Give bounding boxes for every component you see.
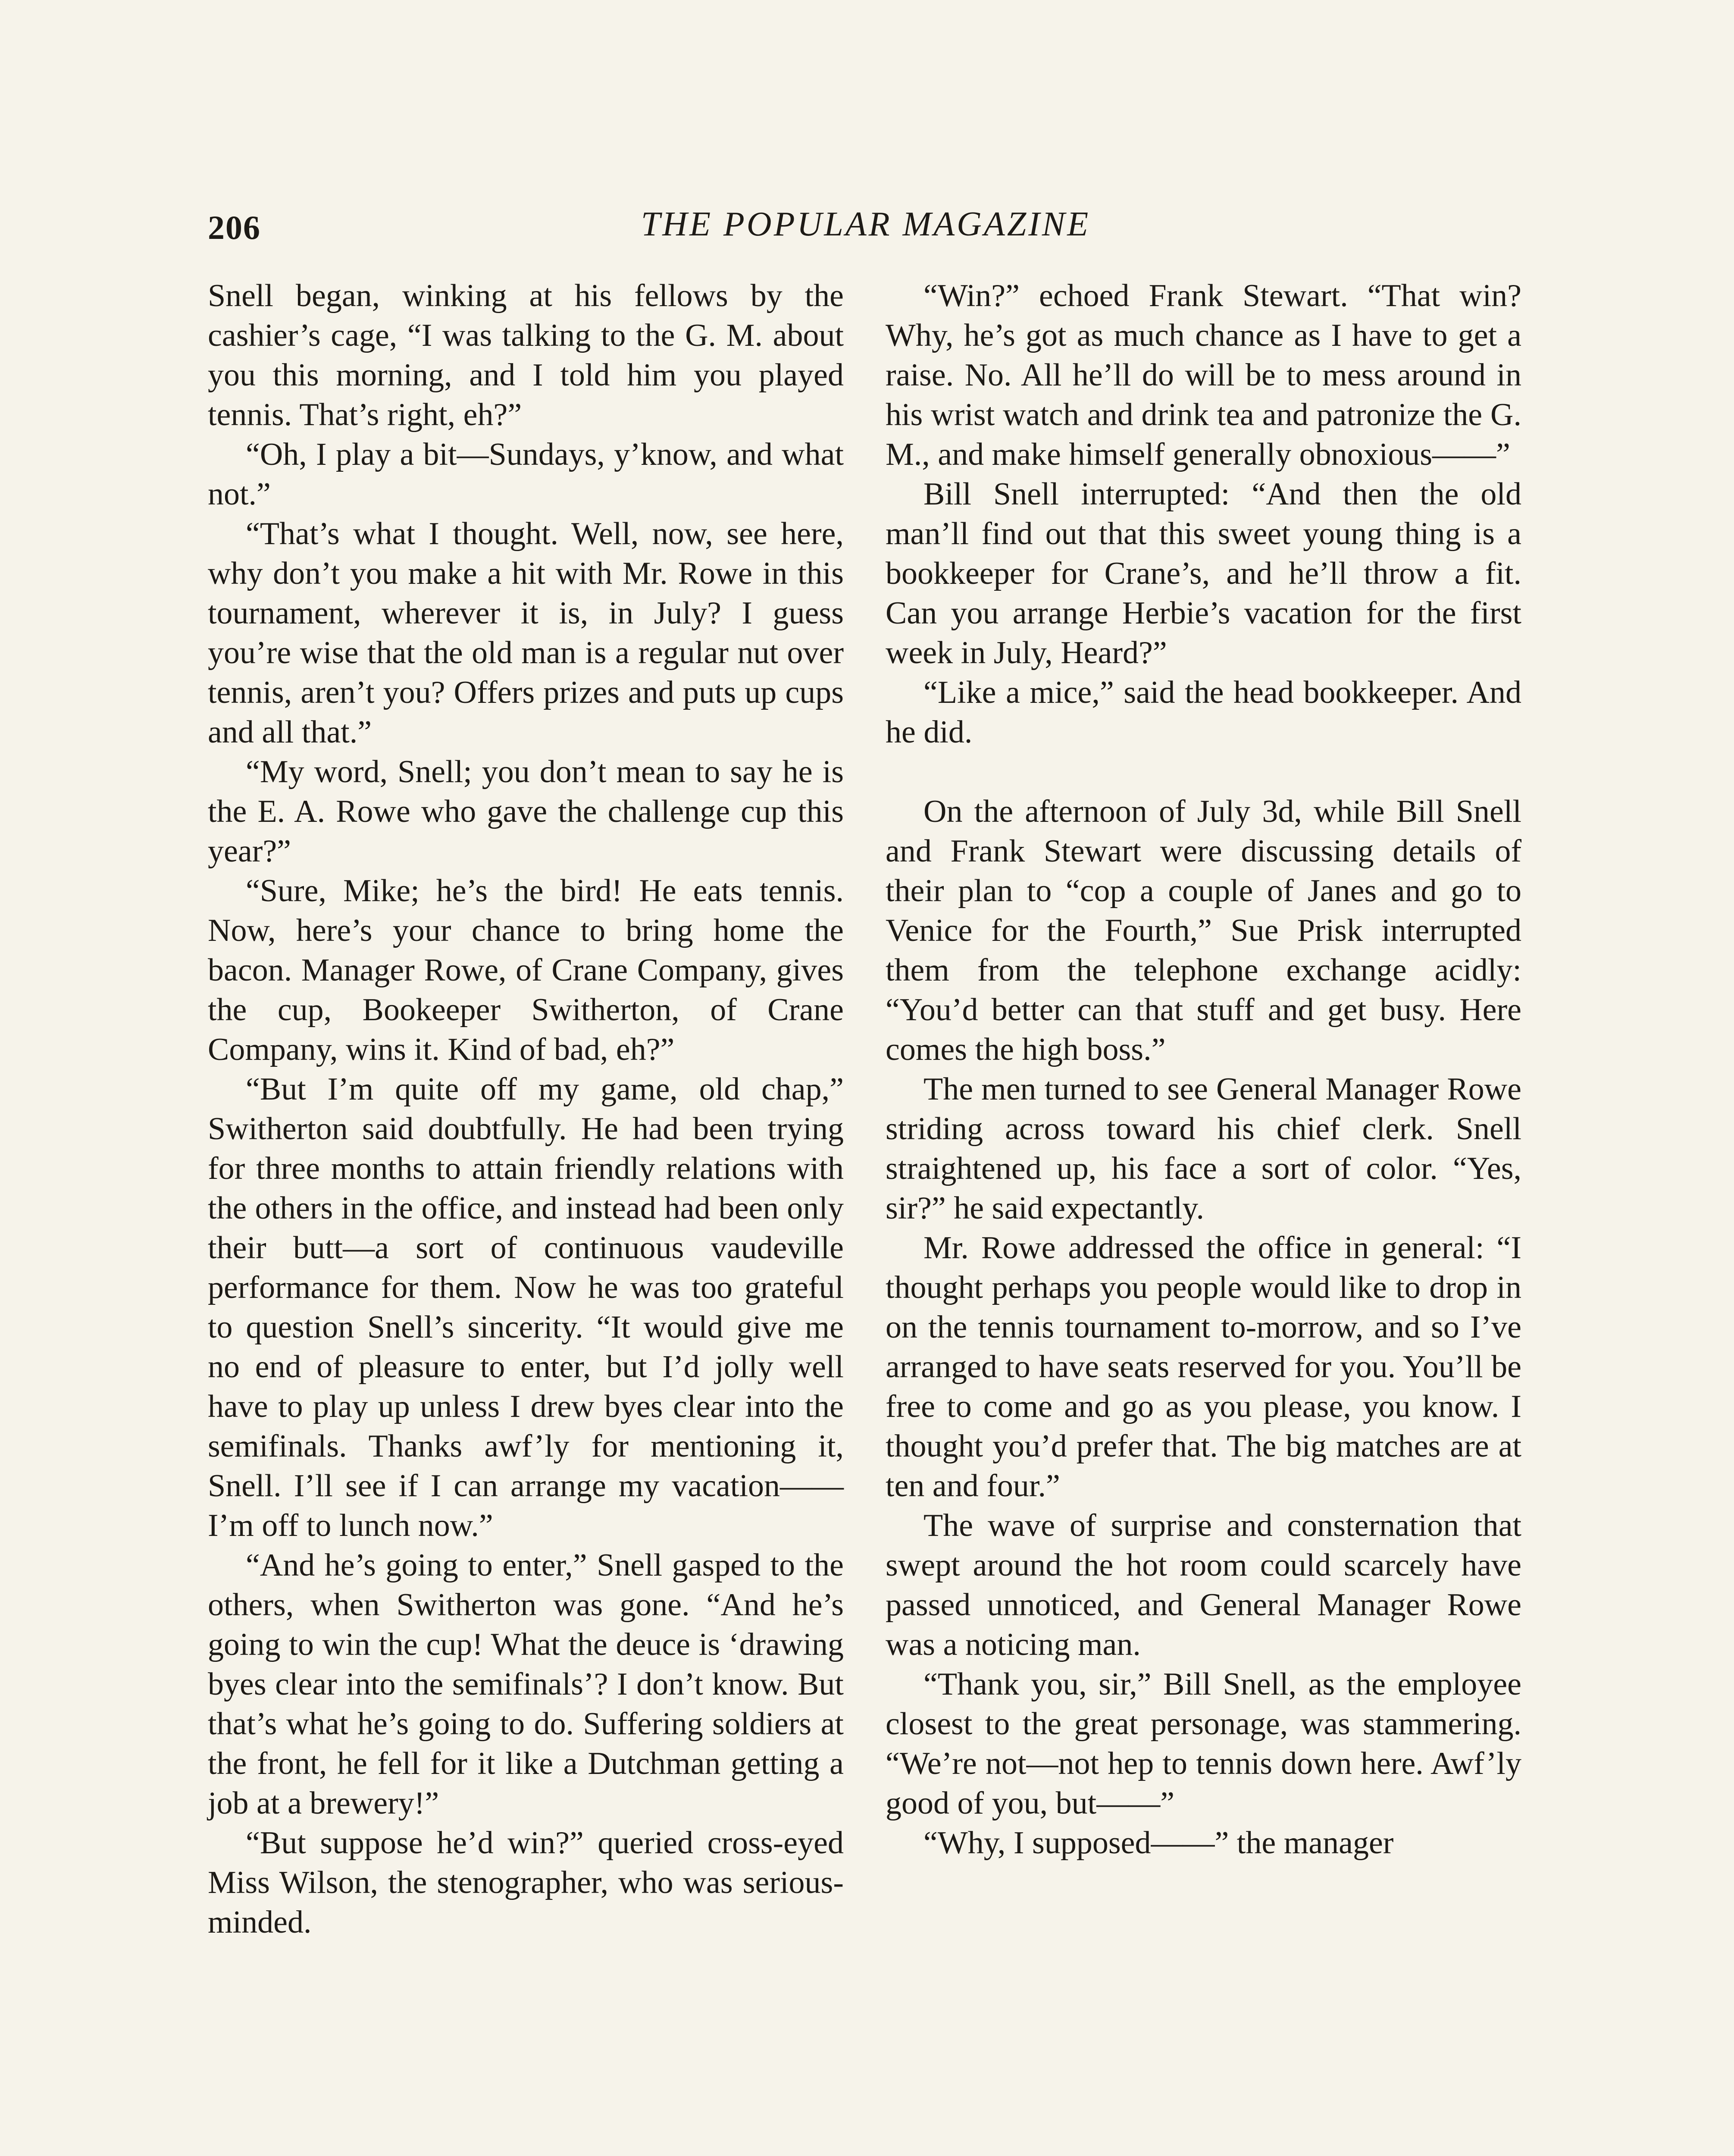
running-title: THE POPULAR MAGAZINE [641, 205, 1091, 243]
paragraph: “But suppose he’d win?” queried cross-eyed Miss Wilson, the stenographer, who was serious-minded. [208, 1825, 844, 1940]
paragraph: The wave of surprise and consternation that swept around the hot room could scarcely have passed unnoticed, and General Manager Rowe was a noticing man. [886, 1508, 1521, 1662]
paragraph: “Sure, Mike; he’s the bird! He eats tennis. Now, here’s your chance to bring home the bacon. Manager Rowe, of Crane Company, gives the cup, Bookeeper Switherton, of Crane Company, wins it. Kind of bad, eh?” [208, 873, 844, 1067]
paragraph: “And he’s going to enter,” Snell gasped to the others, when Switherton was gone. “And he’s going to win the cup! What the deuce is ‘drawing byes clear into the semifinals’? I don’t know. But that’s what he’s going to do. Suffering soldiers at the front, he fell for it like a Dutchman getting a job at a brewery!” [208, 1548, 844, 1821]
paragraph: Mr. Rowe addressed the office in general: “I thought perhaps you people would like to drop in on the tennis tournament to-morrow, and so I’ve arranged to have seats reserved for you. You’ll be free to come and go as you please, you know. I thought you’d prefer that. The big matches are at ten and four.” [886, 1230, 1521, 1504]
paragraph: “Win?” echoed Frank Stewart. “That win? Why, he’s got as much chance as I have to get a raise. No. All he’ll do will be to mess around in his wrist watch and drink tea and patronize the G. M., and make himself generally obnoxious——” [886, 278, 1521, 472]
paragraph: “Why, I supposed——” the manager [923, 1825, 1394, 1861]
paragraph: The men turned to see General Manager Rowe striding across toward his chief clerk. Snell straightened up, his face a sort of color. “Yes, sir?” he said expectantly. [886, 1072, 1521, 1226]
paragraph: On the afternoon of July 3d, while Bill Snell and Frank Stewart were discussing details of their plan to “cop a couple of Janes and go to Venice for the Fourth,” Sue Prisk interrupted them from the telephone exchange acidly: “You’d better can that stuff and get busy. Here comes the high boss.” [886, 794, 1521, 1067]
paragraph: “Oh, I play a bit—Sundays, y’know, and what not.” [208, 437, 844, 512]
right-column [886, 276, 1521, 1863]
paragraph: Bill Snell interrupted: “And then the old man’ll find out that this sweet young thing is a bookkeeper for Crane’s, and he’ll throw a fit. Can you arrange Herbie’s vacation for the first week in July, Heard?” [886, 476, 1521, 671]
paragraph: “My word, Snell; you don’t mean to say he is the E. A. Rowe who gave the challenge cup this year?” [208, 754, 844, 869]
paragraph: “That’s what I thought. Well, now, see here, why don’t you make a hit with Mr. Rowe in this tournament, wherever it is, in July? I guess you’re wise that the old man is a regular nut over tennis, aren’t you? Offers prizes and puts up cups and all that.” [208, 516, 844, 750]
paragraph: “But I’m quite off my game, old chap,” Switherton said doubtfully. He had been trying for three months to attain friendly relations with the others in the office, and instead had been only their butt—a sort of continuous vaudeville performance for them. Now he was too grateful to question Snell’s sincerity. “It would give me no end of pleasure to enter, but I’d jolly well have to play up unless I drew byes clear into the semifinals. Thanks awf’ly for mentioning it, Snell. I’ll see if I can arrange my vacation—— I’m off to lunch now.” [208, 1072, 844, 1543]
left-column [208, 276, 844, 1942]
page-number: 206 [208, 209, 261, 246]
page-header [208, 205, 1524, 257]
paragraph: “Like a mice,” said the head bookkeeper. And he did. [886, 675, 1521, 750]
paragraph: Snell began, winking at his fellows by the cashier’s cage, “I was talking to the G. M. about you this morning, and I told him you played tennis. That’s right, eh?” [208, 278, 844, 432]
paragraph: “Thank you, sir,” Bill Snell, as the employee closest to the great personage, was stammering. “We’re not—not hep to tennis down here. Awf’ly good of you, but——” [886, 1667, 1521, 1821]
